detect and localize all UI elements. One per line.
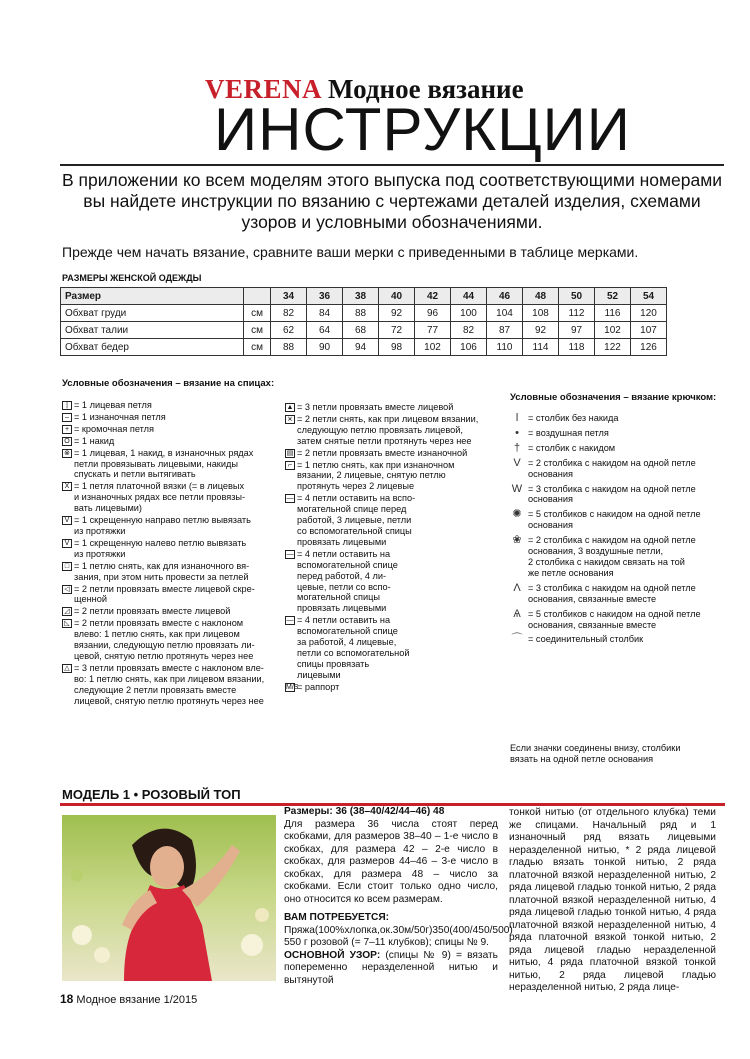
legend-text [74,663,277,707]
legend-text [528,634,721,645]
legend-item [285,402,495,413]
table-cell: 94 [343,339,379,356]
legend-line: основания [528,520,573,531]
legend-line: = столбик с накидом [528,442,616,453]
legend-item [285,448,495,459]
legend-item [285,615,495,680]
table-cell: 84 [307,305,343,322]
table-cell: 110 [487,339,523,356]
legend-item [506,428,721,439]
legend-item [506,535,721,579]
size-header-cell: 34 [271,288,307,305]
legend-line: могательной спице перед [297,504,407,515]
row-unit: см [244,305,271,322]
legend-line: вязании, следующую петлю провязать ли- [74,640,255,651]
legend-line: петли провязывать лицевыми, накиды [74,458,238,469]
row-label: Обхват талии [61,322,244,339]
legend-line: = столбик без накида [528,413,619,423]
size-header-cell: 42 [415,288,451,305]
table-cell: 116 [595,305,631,322]
symbol-icon: ǀ [515,412,519,424]
symbol-icon: V [62,516,72,525]
legend-line: из протяжки [74,548,126,559]
legend-text [74,436,277,447]
legend-line: вспомогательной спице [297,626,398,637]
table-cell: 82 [451,322,487,339]
legend-text [297,402,495,413]
crochet-legend-note [510,743,720,765]
table-cell: 68 [343,322,379,339]
table-cell: 102 [415,339,451,356]
symbol-icon: ◺ [62,619,72,628]
size-table-header-row [61,288,667,305]
legend-text [74,561,277,583]
knit-legend-column-2 [285,402,495,694]
legend-line: протянуть через 2 лицевые [297,481,415,492]
symbol-icon: — [286,495,294,503]
legend-line: во: 1 петлю снять, как при лицевом вязании, [74,673,265,684]
legend-text [528,458,721,480]
legend-line: = 3 столбика с накидом на одной петле [528,582,696,593]
symbol-icon: • [515,426,519,439]
note-line: Если значки соединены внизу, столбики [510,743,681,753]
legend-line: могательной спицы [297,592,380,603]
magazine-name: Модное вязание [328,74,524,104]
legend-item [506,443,721,454]
page-title: ИНСТРУКЦИИ [214,96,631,163]
knit-legend-column-1 [62,400,277,707]
legend-line: цевой, снятую петлю протянуть через нее [74,650,254,661]
legend-line: = 2 петли провязать вместе изнаночной [297,447,468,458]
intro-text: В приложении ко всем моделям этого выпуска под соответствующими номерами вы найдете инструкции по вязанию с чертежами деталей изделия, схемами узоров и условными обозначениями. [61,170,723,232]
legend-line: = 4 петли оставить на вспо- [297,493,416,504]
legend-text [528,443,721,454]
lead-text: Прежде чем начать вязание, сравните ваши мерки с приведенными в таблице мерками. [62,244,639,260]
legend-text [74,606,277,617]
symbol-icon: ✺ [512,508,522,521]
row-unit: см [244,322,271,339]
legend-item [506,458,721,480]
legend-text [528,583,721,605]
sizes-heading: Размеры: 36 (38–40/42/44–46) 48 [284,806,445,817]
size-header-cell: 52 [595,288,631,305]
size-header-cell: 50 [559,288,595,305]
legend-text [528,535,721,579]
table-row [61,322,667,339]
symbol-icon: W [511,482,523,495]
legend-line: влево: 1 петлю снять, как при лицевом [74,629,240,640]
sizes-text: Для размера 36 числа стоят перед скобками, для размеров 38–40 – 1-е число в скобках, для размера 42 – 2-е число в скобках, для размеров 44–46 – 3-е число в скобках, для размера 48 – число за скобками. Если стоит только одно число, оно относится ко всем размерам. [284,818,498,905]
legend-line: зания, при этом нить провести за петлей [74,571,249,582]
legend-line: = 5 столбиков с накидом на одной петле [528,608,701,619]
legend-line: работой, 3 лицевые, петли [297,515,412,526]
table-cell: 104 [487,305,523,322]
table-cell: 122 [595,339,631,356]
legend-line: = 1 лицевая петля [74,400,152,410]
legend-line: следующие 2 петли провязать вместе [74,684,237,695]
legend-text [74,481,277,514]
size-header-cell: 48 [523,288,559,305]
symbol-icon: ⊗ [62,449,72,458]
legend-item [506,413,721,424]
table-cell: 112 [559,305,595,322]
materials-heading: ВАМ ПОТРЕБУЕТСЯ: [284,912,390,923]
legend-text [528,484,721,506]
note-line: вязать на одной петле основания [510,753,654,764]
symbol-icon: □ [62,562,72,571]
legend-line: = 2 столбика с накидом на одной петле [528,535,696,546]
row-unit: см [244,339,271,356]
materials-text: Пряжа(100%хлопка,ок.30м/50г)350(400/450/500) 550 г розовой (= 7–11 клубков); спицы № 9. [284,924,513,948]
legend-line: со вспомогательной спицы [297,525,412,536]
legend-line: лицевой, снятую петлю протянуть через нее [74,695,264,706]
pattern-text: (спицы № 9) = вязать попеременно неразделенной нитью и вытянутой [284,949,498,986]
legend-line: и изнаночных рядах все петли провязы- [74,492,246,503]
legend-item [506,609,721,631]
table-cell: 106 [451,339,487,356]
legend-item [62,538,277,560]
table-cell: 118 [559,339,595,356]
legend-line: провязать лицевыми [297,536,387,547]
table-cell: 102 [595,322,631,339]
legend-item [62,448,277,481]
symbol-icon: V [513,456,521,469]
legend-line: = воздушная петля [528,427,609,438]
legend-line: = раппорт [297,681,340,692]
symbol-icon: V [62,539,72,548]
legend-text [297,448,495,459]
crochet-legend-title: Условные обозначения – вязание крючком: [510,392,717,403]
size-table [60,287,667,356]
legend-line: вязании, 2 лицевые, снятую петлю [297,470,446,481]
table-cell: 72 [379,322,415,339]
legend-item [62,663,277,707]
model-photo [62,815,276,981]
table-cell: 98 [379,339,415,356]
table-cell: 88 [343,305,379,322]
model-title: МОДЕЛЬ 1 • РОЗОВЫЙ ТОП [62,787,241,802]
pattern-heading: ОСНОВНОЙ УЗОР: [284,949,381,961]
size-header-cell: 38 [343,288,379,305]
legend-line: спицы провязать [297,658,370,669]
legend-text [528,609,721,631]
legend-item [62,400,277,411]
legend-line: провязать лицевыми [297,603,387,614]
legend-line: перед работой, 4 ли- [297,570,387,581]
legend-line: = 2 петли провязать вместе с наклоном [74,618,244,629]
page-footer [60,992,197,1006]
table-cell: 82 [271,305,307,322]
symbol-icon: △ [62,664,72,673]
legend-text [74,400,277,411]
legend-line: = 1 петлю снять, как при изнаночном [297,459,455,470]
legend-line: = 4 петли оставить на [297,615,391,626]
legend-text [297,460,495,493]
size-header-cell: 36 [307,288,343,305]
size-header-cell: 44 [451,288,487,305]
legend-line: = 3 столбика с накидом на одной петле [528,483,696,494]
legend-item [62,424,277,435]
legend-text [297,414,495,447]
legend-item [285,549,495,614]
legend-item [62,515,277,537]
legend-text [297,682,495,693]
table-row [61,305,667,322]
row-label: Обхват бедер [61,339,244,356]
legend-text [528,509,721,531]
symbol-icon: ⌒ [511,633,523,646]
table-cell: 92 [523,322,559,339]
legend-line: = соединительный столбик [528,634,644,645]
legend-text [74,538,277,560]
symbol-icon: Ѧ [513,607,521,620]
legend-line: = 1 изнаночная петля [74,411,166,422]
legend-line: основания, связанные вместе [528,593,657,604]
symbol-icon: Λ [513,581,521,594]
legend-line: затем снятые петли протянуть через нее [297,435,472,446]
legend-line: основания [528,468,573,479]
legend-text [528,413,721,424]
symbol-icon: X [62,482,72,491]
legend-line: = 1 скрещенную налево петлю вывязать [74,537,247,548]
legend-line: основания, связанные вместе [528,619,657,630]
legend-text [74,584,277,606]
symbol-icon: ▤ [286,449,294,457]
table-cell: 88 [271,339,307,356]
legend-line: = 1 петлю снять, как для изнаночного вя- [74,560,250,571]
legend-line: = 2 петли провязать вместе лицевой скре- [74,583,255,594]
legend-text [74,412,277,423]
page-number: 18 [60,992,74,1006]
table-cell: 97 [559,322,595,339]
size-table-caption: РАЗМЕРЫ ЖЕНСКОЙ ОДЕЖДЫ [62,273,202,283]
symbol-icon: M/S [286,683,299,691]
legend-item [506,634,721,645]
legend-line: = 3 петли провязать вместе лицевой [297,402,454,412]
table-cell: 92 [379,305,415,322]
table-cell: 96 [415,305,451,322]
legend-line: = 1 скрещенную направо петлю вывязать [74,515,251,526]
table-cell: 77 [415,322,451,339]
legend-line: следующую петлю провязать лицевой, [297,424,463,435]
symbol-icon: + [62,425,72,434]
symbol-icon: ⩙ [285,415,295,424]
legend-text [74,448,277,481]
legend-line: = 2 петли провязать вместе лицевой [74,606,231,617]
table-cell: 107 [631,322,667,339]
legend-line: цевые, петли со вспо- [297,581,391,592]
legend-line: лицевыми [297,669,341,680]
row-label: Обхват груди [61,305,244,322]
legend-text [297,493,495,548]
table-cell: 87 [487,322,523,339]
title-divider [60,164,724,166]
legend-line: основания, 3 воздушные петли, [528,546,664,557]
legend-line: 2 столбика с накидом связать на той [528,556,685,567]
legend-line: спускать и петли вытягивать [74,469,196,480]
legend-line: петли со вспомогательной [297,647,410,658]
legend-item [62,561,277,583]
legend-text [297,615,495,680]
size-header-cell: 46 [487,288,523,305]
legend-text [74,618,277,662]
legend-line: = 4 петли оставить на [297,548,391,559]
symbol-icon: ◁ [62,585,72,594]
legend-item [506,509,721,531]
legend-item [506,583,721,605]
symbol-icon: ❀ [512,534,522,547]
legend-line: = 5 столбиков с накидом на одной петле [528,509,701,520]
legend-line: = 1 петля платочной вязки (= в лицевых [74,481,245,492]
legend-item [62,618,277,662]
knit-legend-title: Условные обозначения – вязание на спицах: [62,378,275,389]
legend-line: вать лицевыми) [74,503,142,514]
symbol-icon: — [286,617,294,625]
legend-line: = 3 петли провязать вместе с наклоном вле- [74,662,264,673]
legend-line: основания [528,494,573,505]
table-row [61,339,667,356]
symbol-icon: ▲ [286,404,294,411]
legend-item [285,682,495,693]
symbol-icon: O [62,437,72,446]
legend-text [297,549,495,614]
symbol-icon: – [62,413,72,422]
legend-line: щенной [74,594,107,605]
symbol-icon: † [513,441,521,454]
legend-line: же петле основания [528,567,614,578]
symbol-icon: — [286,550,294,558]
legend-line: = 2 петли снять, как при лицевом вязании, [297,413,479,424]
crochet-legend-column [506,413,721,649]
size-header-label: Размер [61,288,244,305]
size-header-cell: 40 [379,288,415,305]
table-cell: 114 [523,339,559,356]
table-cell: 126 [631,339,667,356]
legend-line: = кромочная петля [74,423,154,434]
legend-item [285,414,495,447]
legend-line: за работой, 4 лицевые, [297,637,397,648]
table-cell: 62 [271,322,307,339]
legend-text [528,428,721,439]
brand-name: VERENA [205,74,323,104]
table-cell: 120 [631,305,667,322]
model-text-column-3: тонкой нитью (от отдельного клубка) теми же спицами. Начальный ряд и 1 изнаночный ряд вязать лицевыми неразделенной нитью, * 2 ряда лицевой гладью вязать тонкой нитью, 2 ряда платочной вязкой неразделенной нитью, 2 ряда лицевой гладью тонкой нитью, 2 ряда платочной вязкой неразделенной нитью, 4 ряда лицевой гладью тонкой нитью, 4 ряда платочной вязкой неразделенной нитью, 4 ряда платочной вязкой тонкой нитью, 2 ряда лицевой гладью неразделенной нитью, 4 ряда платочной вязкой тонкой нитью, 2 ряда лицевой гладью неразделенной нитью, 2 ряда лице- [509,807,716,993]
legend-item [285,460,495,493]
size-header-cell: 54 [631,288,667,305]
table-cell: 64 [307,322,343,339]
legend-item [506,484,721,506]
issue-label: Модное вязание 1/2015 [76,994,198,1006]
symbol-icon: | [62,401,72,410]
legend-item [285,493,495,548]
legend-item [62,481,277,514]
legend-item [62,436,277,447]
legend-line: = 2 столбика с накидом на одной петле [528,457,696,468]
legend-item [62,606,277,617]
legend-line: = 1 лицевая, 1 накид, в изнаночных рядах [74,447,254,458]
model-photo-illustration [62,815,276,981]
model-text-column-2 [284,806,513,987]
legend-item [62,412,277,423]
table-cell: 108 [523,305,559,322]
legend-line: из протяжки [74,525,126,536]
size-header-unit [244,288,271,305]
legend-text [74,424,277,435]
legend-text [74,515,277,537]
table-cell: 100 [451,305,487,322]
table-cell: 90 [307,339,343,356]
symbol-icon: ◿ [62,607,72,616]
legend-item [62,584,277,606]
legend-line: вспомогательной спице [297,559,398,570]
symbol-icon: ⌐ [285,461,295,470]
legend-line: = 1 накид [74,435,115,446]
